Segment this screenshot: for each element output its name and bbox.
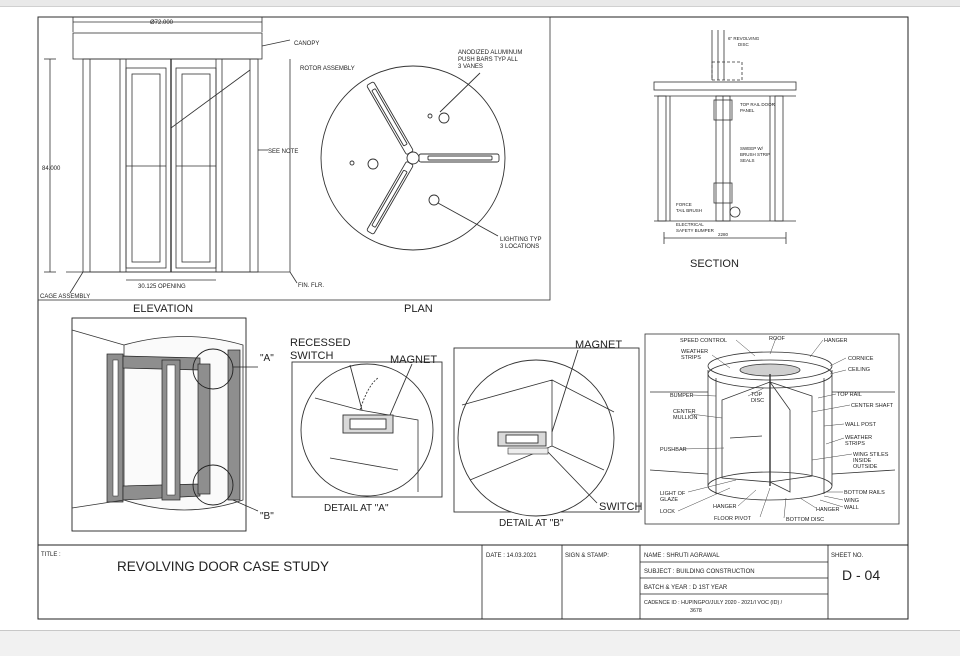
iso-ceiling: CEILING xyxy=(848,367,871,373)
section-disc-note: 6" REVOLVING DISC xyxy=(728,36,760,47)
title-field-label: TITLE : xyxy=(41,552,61,558)
detail-a-label: DETAIL AT "A" xyxy=(324,503,389,514)
detail-b-label: DETAIL AT "B" xyxy=(499,518,564,529)
iso-roof: ROOF xyxy=(769,336,785,342)
date-field: DATE : 14.03.2021 xyxy=(486,553,537,559)
section-safety-note: ELECTRICAL SAFETY BUMPER xyxy=(676,222,714,233)
iso-bottom-disc: BOTTOM DISC xyxy=(786,517,825,523)
detail-a-drawing xyxy=(292,362,442,497)
iso-center-mullion: CENTER MULLION xyxy=(673,409,698,421)
iso-wing: WING xyxy=(844,498,859,504)
name-field: NAME : SHRUTI AGRAWAL xyxy=(644,553,720,559)
cadence-field-line2: 3678 xyxy=(690,608,702,614)
section-dim: 2280 xyxy=(718,232,729,237)
section-label: SECTION xyxy=(690,258,739,270)
iso-speed-control: SPEED CONTROL xyxy=(680,338,728,344)
cadence-field-line1: CADENCE ID : HUPINGPO/JULY 2020 - 2021/I VOC (ID) / xyxy=(644,600,783,606)
iso-weather-strips-left: WEATHER STRIPS xyxy=(681,349,709,361)
elevation-width-dim: Ø72.000 xyxy=(150,20,174,26)
iso-weather-strips-right: WEATHER STRIPS xyxy=(845,435,873,447)
elevation-height-dim: 84.000 xyxy=(42,166,61,172)
callout-a: "A" xyxy=(260,353,274,364)
iso-lock: LOCK xyxy=(660,509,675,515)
push-bars-note: ANODIZED ALUMINUM PUSH BARS TYP ALL 3 VANES xyxy=(458,50,523,70)
plan-drawing xyxy=(321,66,505,250)
iso-top-disc: TOP DISC xyxy=(751,392,765,404)
drawing-title: REVOLVING DOOR CASE STUDY xyxy=(117,559,330,574)
detail-a-magnet-label: MAGNET xyxy=(390,354,438,366)
section-top-rail-note: TOP RAIL DOOR PANEL xyxy=(740,102,775,113)
iso-top-rail: TOP RAIL xyxy=(837,392,862,398)
batch-field: BATCH & YEAR : D 1ST YEAR xyxy=(644,585,728,591)
iso-light-glaze: LIGHT OF GLAZE xyxy=(660,491,686,503)
detail-b-drawing xyxy=(454,348,639,516)
cage-note: CAGE ASSEMBLY xyxy=(40,294,91,300)
iso-center-shaft: CENTER SHAFT xyxy=(851,403,894,409)
rotor-note: ROTOR ASSEMBLY xyxy=(300,66,355,72)
iso-cornice: CORNICE xyxy=(848,356,874,362)
see-note: SEE NOTE xyxy=(268,149,299,155)
sheet-no-label: SHEET NO. xyxy=(831,553,864,559)
iso-wing-stiles: WING STILES INSIDE OUTSIDE xyxy=(853,452,889,470)
plan-label: PLAN xyxy=(404,303,433,315)
iso-wall-post: WALL POST xyxy=(845,422,877,428)
lighting-note: LIGHTING TYP 3 LOCATIONS xyxy=(500,237,542,250)
iso-wall: WALL xyxy=(844,505,859,511)
iso-bumper: BUMPER xyxy=(670,393,694,399)
subject-field: SUBJECT : BUILDING CONSTRUCTION xyxy=(644,569,755,575)
callout-b: "B" xyxy=(260,511,274,522)
iso-bottom-rails: BOTTOM RAILS xyxy=(844,490,885,496)
fin-flr-note: FIN. FLR. xyxy=(298,283,325,289)
sign-stamp-field: SIGN & STAMP: xyxy=(565,553,609,559)
iso-hanger-lower: HANGER xyxy=(816,507,840,513)
sheet-number: D - 04 xyxy=(842,567,881,583)
iso-floor-pivot: FLOOR PIVOT xyxy=(714,516,751,522)
iso-hanger-top: HANGER xyxy=(824,338,848,344)
iso-pushbar: PUSHBAR xyxy=(660,447,687,453)
elevation-label: ELEVATION xyxy=(133,303,194,315)
canopy-note: CANOPY xyxy=(294,41,320,47)
detail-b-switch-label: SWITCH xyxy=(599,501,643,513)
recessed-switch-label: RECESSED SWITCH xyxy=(290,337,351,362)
section-tail-note: FORCE TAIL BRUSH xyxy=(676,202,703,213)
detail-b-magnet-label: MAGNET xyxy=(575,339,623,351)
opening-dim: 30.125 OPENING xyxy=(138,284,186,290)
iso-hanger-bottom: HANGER xyxy=(713,504,737,510)
perspective-view xyxy=(72,318,258,531)
section-sweep-note: SWEEP W/ BRUSH STRIP SEALS xyxy=(740,146,771,163)
elevation-drawing xyxy=(44,17,297,293)
